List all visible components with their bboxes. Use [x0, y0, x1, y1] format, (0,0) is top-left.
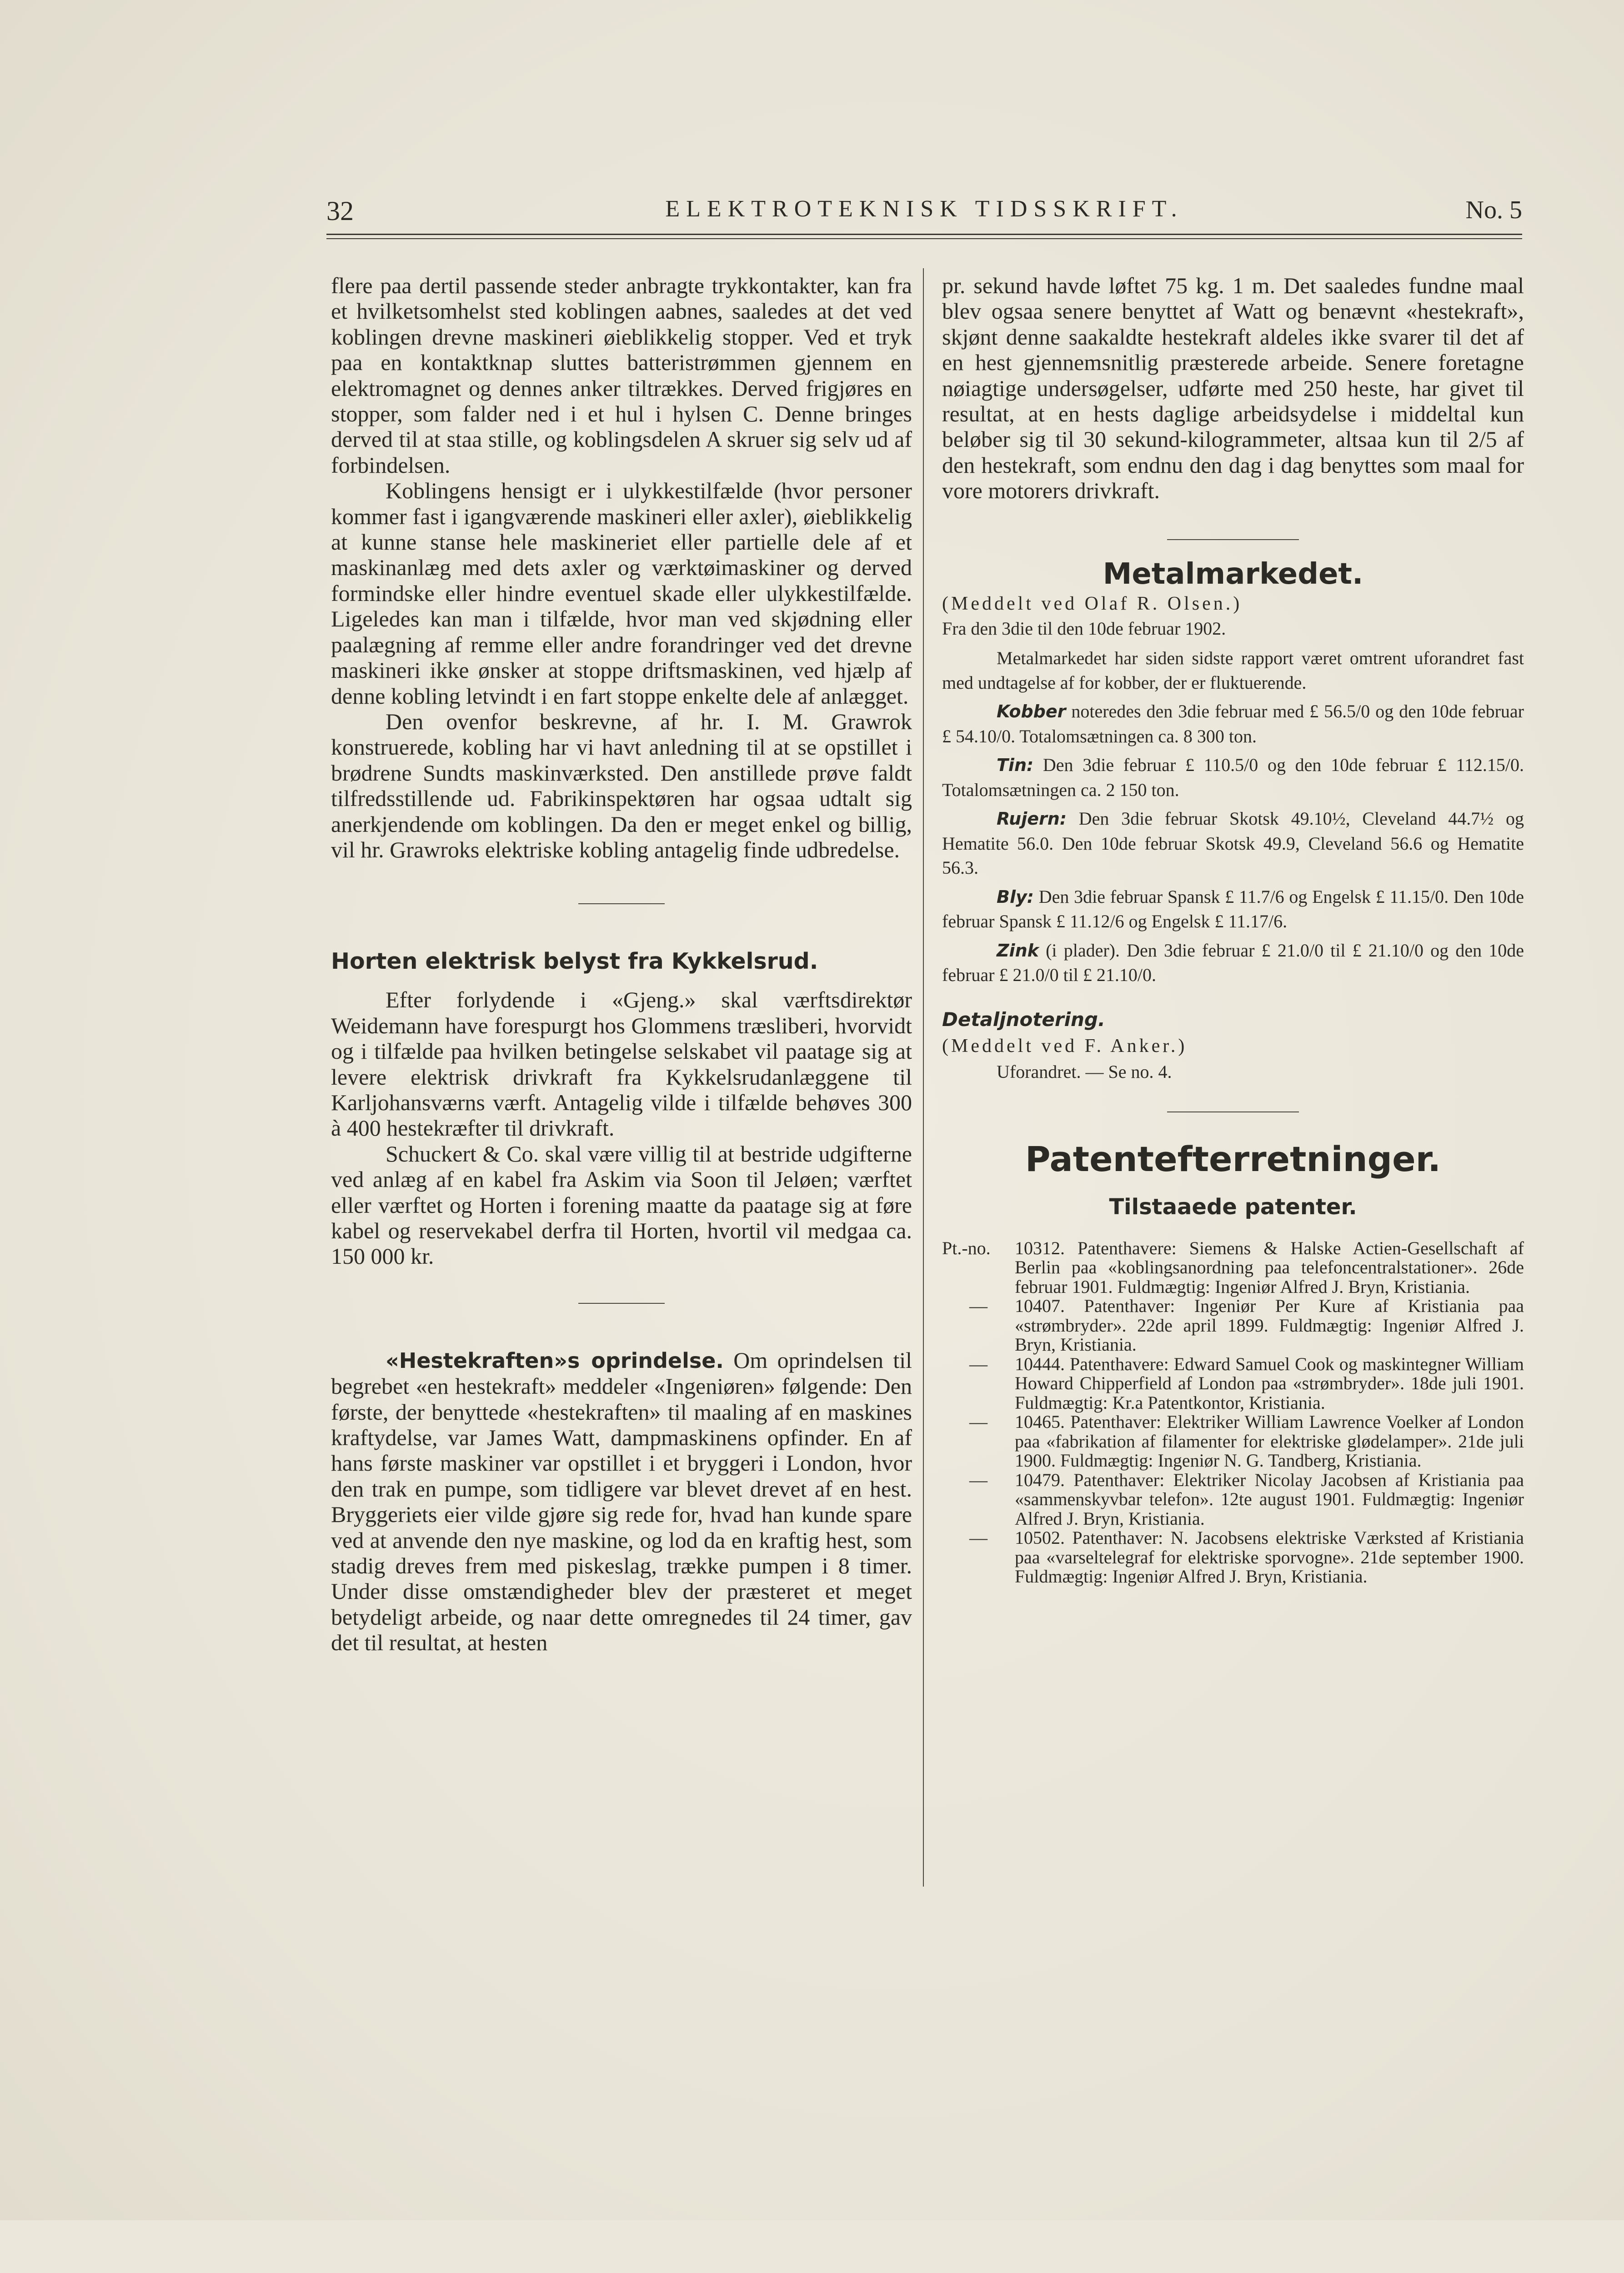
list-item	[942, 1355, 1524, 1413]
article-heading: Horten elektrisk belyst fra Kykkelsrud.	[331, 948, 818, 975]
paragraph: Koblingens hensigt er i ulykkestilfælde (hvor personer kommer fast i igangværende maskineri eller axler), øieblikkelig at kunne stanse hele maskineriet eller partielle dele af et maskinanlæg med dets axler og værktøimaskiner og derved formindske eller hindre eventuel skade eller ulykkestilfælde. Ligeledes kan man i tilfælde, hvor man ved skjødning eller paalægning af remme eller andre forandringer ved det drevne maskineri ikke ønsker at stoppe driftsmaskinen, ved hjælp af denne kobling letvindt i en fart stoppe enkelte dele af anlægget.	[331, 478, 912, 709]
metal-label: Bly:	[997, 886, 1034, 907]
paragraph	[942, 806, 1524, 880]
paragraph: Efter forlydende i «Gjeng.» skal værftsdirektør Weidemann have forespurgt hos Glommens træsliberi, hvorvidt og i tilfælde paa hvilken betingelse selskabet vil paatage sig at levere elektrisk drivkraft fra Kykkelsrudanlæggene til Karljohansværns værft. Antagelig vilde i tilfælde behøves 300 à 400 hestekræfter til drivkraft.	[331, 987, 912, 1141]
paragraph	[942, 699, 1524, 748]
list-item	[942, 1471, 1524, 1529]
paragraph	[942, 938, 1524, 987]
section-title: Metalmarkedet.	[1103, 557, 1363, 591]
subsection-title: Tilstaaede patenter.	[1109, 1194, 1357, 1220]
separator	[578, 1303, 665, 1304]
list-item	[942, 1528, 1524, 1587]
running-header	[326, 191, 1522, 227]
subsection-title-text: Detaljnotering.	[942, 1008, 1105, 1031]
paragraph: Metalmarkedet har siden sidste rapport været omtrent uforandret fast med undtagelse af for kobber, der er fluktuerende.	[942, 648, 1524, 693]
paragraph	[331, 1347, 912, 1656]
list-marker: Pt.-no.	[942, 1237, 991, 1258]
paragraph: Uforandret. — Se no. 4.	[997, 1061, 1172, 1082]
left-column	[331, 273, 912, 1656]
separator	[1167, 539, 1299, 540]
separator	[578, 903, 665, 904]
separator	[1167, 1111, 1299, 1112]
patent-list	[942, 1239, 1524, 1587]
list-marker: —	[969, 1296, 987, 1317]
paragraph-text: Den 3die februar £ 110.5/0 og den 10de februar £ 112.15/0. Totalomsætningen ca. 2 150 ton.	[942, 755, 1524, 800]
paragraph	[942, 753, 1524, 802]
dateline: Fra den 3die til den 10de februar 1902.	[942, 618, 1226, 639]
metal-label: Zink	[997, 940, 1039, 961]
paragraph	[942, 885, 1524, 934]
paragraph-text: Den 3die februar Spansk £ 11.7/6 og Engelsk £ 11.15/0. Den 10de februar Spansk £ 11.12/6 og Engelsk £ 11.17/6.	[942, 886, 1524, 932]
paragraph: Schuckert & Co. skal være villig til at bestride udgifterne ved anlæg af en kabel fra Askim via Soon til Jeløen; værftet eller værftet og Horten i forening maatte da paatage sig at føre kabel og reservekabel derfra til Horten, hvortil vil medgaa ca. 150 000 kr.	[331, 1141, 912, 1269]
paragraph: Den ovenfor beskrevne, af hr. I. M. Grawrok konstruerede, kobling har vi havt anledning til at se opstillet i brødrene Sundts maskinværksted. Den anstillede prøve faldt tilfredsstillende ud. Fabrikinspektøren har ogsaa udtalt sig anerkjendende om koblingen. Da den er meget enkel og billig, vil hr. Grawroks elektriske kobling antagelig finde udbredelse.	[331, 708, 912, 862]
inline-heading: «Hestekraften»s oprindelse.	[386, 1348, 724, 1373]
list-item	[942, 1297, 1524, 1355]
paragraph: pr. sekund havde løftet 75 kg. 1 m. Det saaledes fundne maal blev ogsaa senere benyttet af Watt og benævnt «hestekraft», skjønt denne saakaldte hestekraft aldeles ikke svarer til det af en hest gjennemsnitlig præsterede arbeide. Senere foretagne nøiagtige undersøgelser, udførte med 250 heste, har givet til resultat, at en hests daglige arbeidsydelse i middeltal kun beløber sig til 30 sekund-kilogrammeter, altsaa kun til 2/5 af den hestekraft, som endnu den dag i dag benyttes som maal for vore motorers drivkraft.	[942, 273, 1524, 504]
list-item	[942, 1412, 1524, 1471]
list-marker: —	[969, 1412, 987, 1432]
list-item-text: 10465. Patenthaver: Elektriker William Lawrence Voelker af London paa «fabrikation af filamenter for elektriske glødelamper». 21de juli 1900. Fuldmægtig: Ingeniør N. G. Tandberg, Kristiania.	[1015, 1412, 1524, 1471]
paragraph-text: (i plader). Den 3die februar £ 21.0/0 til £ 21.10/0 og den 10de februar £ 21.0/0 til £ 21.10/0.	[942, 940, 1524, 986]
column-divider	[923, 268, 924, 1887]
list-item-text: 10479. Patenthaver: Elektriker Nicolay Jacobsen af Kristiania paa «sammenskyvbar telefon». 12te august 1901. Fuldmægtig: Ingeniør Alfred J. Bryn, Kristiania.	[1015, 1469, 1524, 1529]
issue-number: No. 5	[1465, 196, 1522, 224]
paragraph-text: noteredes den 3die februar med £ 56.5/0 og den 10de februar £ 54.10/0. Totalomsætningen ca. 8 300 ton.	[942, 701, 1524, 746]
list-marker: —	[969, 1353, 987, 1374]
list-item	[942, 1239, 1524, 1297]
header-rule-2	[326, 238, 1522, 239]
list-item-text: 10407. Patenthaver: Ingeniør Per Kure af Kristiania paa «strømbryder». 22de april 1899. Fuldmægtig: Ingeniør Alfred J. Bryn, Kristiania.	[1015, 1296, 1524, 1355]
header-rule-1	[326, 234, 1522, 235]
subsection-title	[942, 1006, 1524, 1032]
list-item-text: 10312. Patenthavere: Siemens & Halske Actien-Gesellschaft af Berlin paa «koblingsanordning paa telefoncentralstationer». 26de februar 1901. Fuldmægtig: Ingeniør Alfred J. Bryn, Kristiania.	[1015, 1237, 1524, 1297]
page-number: 32	[326, 196, 354, 226]
paragraph: flere paa dertil passende steder anbragte trykkontakter, kan fra et hvilketsomhelst sted koblingen aabnes, saaledes at det ved koblingen drevne maskineri øieblikkelig stopper. Ved et tryk paa en kontaktknap sluttes batteristrømmen gjennem en elektromagnet og dennes anker tiltrækkes. Derved frigjøres en stopper, som falder ned i et hul i hylsen C. Denne bringes derved til at staa stille, og koblingsdelen A skruer sig selv ud af forbindelsen.	[331, 273, 912, 478]
paragraph-text: Om oprindelsen til begrebet «en hestekraft» meddeler «Ingeniøren» følgende: Den første, der benyttede «hestekraften» til maaling af en maskines kraftydelse, var James Watt, dampmaskinens opfinder. En af hans første maskiner var opstillet i et bryggeri i London, hvor den trak en pumpe, som tidligere var blevet drevet af en hest. Bryggeriets eier vilde gjøre sig rede for, hvad han kunde spare ved at anvende den nye maskine, og lod da en kraftig hest, som stadig dreves frem med piskeslag, trække pumpen i 8 timer. Under disse omstændigheder blev der præsteret et meget betydeligt arbeide, og naar dette omregnedes til 24 timer, gav det til resultat, at hesten	[331, 1347, 912, 1656]
journal-title: ELEKTROTEKNISK TIDSSKRIFT.	[665, 196, 1183, 222]
section-title: Patentefterretninger.	[1025, 1138, 1441, 1179]
metal-label: Rujern:	[997, 809, 1067, 829]
right-column	[942, 273, 1524, 1587]
list-marker: —	[969, 1469, 987, 1490]
list-marker: —	[969, 1527, 987, 1548]
metal-label: Kobber	[997, 701, 1066, 722]
metal-label: Tin:	[997, 755, 1034, 776]
byline: (Meddelt ved Olaf R. Olsen.)	[942, 593, 1243, 614]
byline: (Meddelt ved F. Anker.)	[942, 1036, 1188, 1057]
paragraph-text: Den 3die februar Skotsk 49.10½, Cleveland 44.7½ og Hematite 56.0. Den 10de februar Skotsk 49.9, Cleveland 56.6 og Hematite 56.3.	[942, 808, 1524, 878]
list-item-text: 10444. Patenthavere: Edward Samuel Cook og maskintegner William Howard Chipperfield af London paa «strømbryder». 18de juli 1901. Fuldmægtig: Kr.a Patentkontor, Kristiania.	[1015, 1353, 1524, 1413]
list-item-text: 10502. Patenthaver: N. Jacobsens elektriske Værksted af Kristiania paa «varseltelegraf for elektriske sporvogne». 21de september 1900. Fuldmægtig: Ingeniør Alfred J. Bryn, Kristiania.	[1015, 1527, 1524, 1587]
